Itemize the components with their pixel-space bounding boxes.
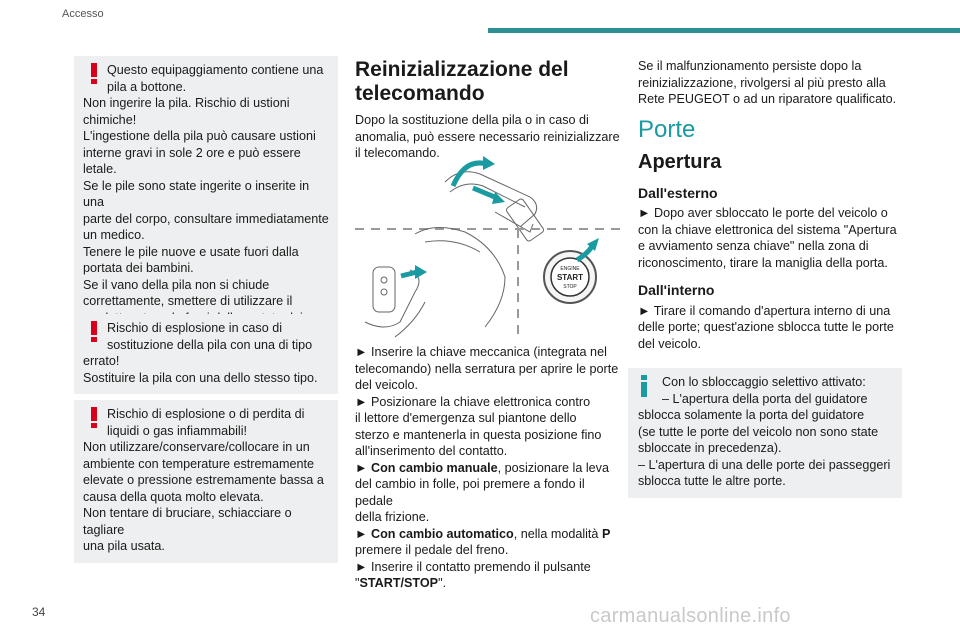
warning-exclamation-icon xyxy=(81,61,107,81)
insert-arrow-icon xyxy=(473,188,497,198)
title-dall-esterno: Dall'esterno xyxy=(638,184,718,201)
step-2: ► Posizionare la chiave elettronica contro il lettore d'emergenza sul piantone dello sterzo e mantenerla in questa posizione fino all'inserimento del contatto. xyxy=(355,394,602,458)
warning-text-lead: Questo equipaggiamento contiene una pila a bottone. xyxy=(107,63,324,94)
info-text-lead: Con lo sbloccaggio selettivo attivato: – L'apertura della porta del guidatore xyxy=(662,375,868,406)
button-label-stop: STOP xyxy=(563,284,577,290)
page-number: 34 xyxy=(32,605,46,619)
middle-column xyxy=(355,58,620,162)
step-1: ► Inserire la chiave meccanica (integrata nel telecomando) nella serratura per aprire le porte del veicolo. xyxy=(355,345,619,392)
warning-text: Non utilizzare/conservare/collocare in un ambiente con temperature estremamente elevate o pressione estremamente bassa a causa della quota molto elevata. Non tentare di bruciare, schiacciare o tagliare una pila usata. xyxy=(83,440,324,553)
placement-arrow-icon xyxy=(401,272,417,276)
step-3: ► Con cambio manuale, posizionare la leva del cambio in folle, poi premere a fondo il pedale della frizione. xyxy=(355,460,609,524)
right-column xyxy=(638,58,918,352)
steering-column-key-illustration xyxy=(445,172,545,242)
title-dall-interno: Dall'interno xyxy=(638,282,715,298)
reinit-steps xyxy=(355,344,623,592)
section-title-porte: Porte xyxy=(638,115,696,143)
warning-box-battery xyxy=(74,56,338,351)
watermark: carmanualsonline.info xyxy=(590,605,791,627)
info-text: sblocca solamente la porta del guidatore (se tutte le porte del veicolo non sono state sbloccate in precedenza). – L'apertura di una delle porte dei passeggeri sblocca tutte le altre porte. xyxy=(638,408,891,488)
info-icon xyxy=(638,375,660,397)
reinit-intro: Dopo la sostituzione della pila o in caso di anomalia, può essere necessario reinizializzare il telecomando. xyxy=(355,113,620,160)
info-box-selective-unlock xyxy=(628,368,902,498)
start-stop-button-illustration xyxy=(544,251,596,303)
right-intro: Se il malfunzionamento persiste dopo la reinizializzazione, rivolgersi al più presto alla Rete PEUGEOT o ad un riparatore qualificato. xyxy=(638,59,897,106)
warning-text: errato! Sostituire la pila con una dello stesso tipo. xyxy=(83,354,318,385)
warning-text-lead: Rischio di esplosione o di perdita di liquidi o gas infiammabili! xyxy=(107,407,305,438)
interno-text: ► Tirare il comando d'apertura interno di una delle porte; quest'azione sblocca tutte le porte del veicolo. xyxy=(638,303,894,351)
running-header: Accesso xyxy=(62,8,104,20)
header-accent-bar xyxy=(488,28,960,33)
warning-box-leak xyxy=(74,400,338,563)
step-5: ► Inserire il contatto premendo il pulsante "START/STOP". xyxy=(355,559,591,590)
step-4: ► Con cambio automatico, nella modalità P premere il pedale del freno. xyxy=(355,526,611,557)
warning-exclamation-icon xyxy=(81,405,107,425)
warning-text: Non ingerire la pila. Rischio di ustioni chimiche! L'ingestione della pila può causare ustioni interne gravi in sole 2 ore e può essere letale. Se le pile sono state ingerite o inserite in una parte del corpo, consultare immediatamente un medico. Tenere le pile nuove e usate fuori dalla portata dei bambini. Se il vano della pila non si chiude correttamente, smettere di utilizzare il xyxy=(83,96,329,308)
button-label-start: START xyxy=(556,273,584,282)
esterno-text: ► Dopo aver sbloccato le porte del veicolo o con la chiave elettronica del sistema "Apertura e avviamento senza chiave" nella zona di riconoscimento, tirare la maniglia della porta. xyxy=(638,206,897,270)
button-label-engine: ENGINE xyxy=(560,266,580,272)
warning-text-lead: Rischio di esplosione in caso di sostituzione della pila con una di tipo xyxy=(107,321,313,352)
warning-exclamation-icon xyxy=(81,319,107,339)
section-title-reinit: Reinizializzazione del telecomando xyxy=(355,58,569,105)
title-apertura: Apertura xyxy=(638,151,722,173)
remote-reinit-figure xyxy=(355,152,620,340)
warning-box-explosion xyxy=(74,314,338,394)
hand-key-illustration xyxy=(365,227,505,337)
